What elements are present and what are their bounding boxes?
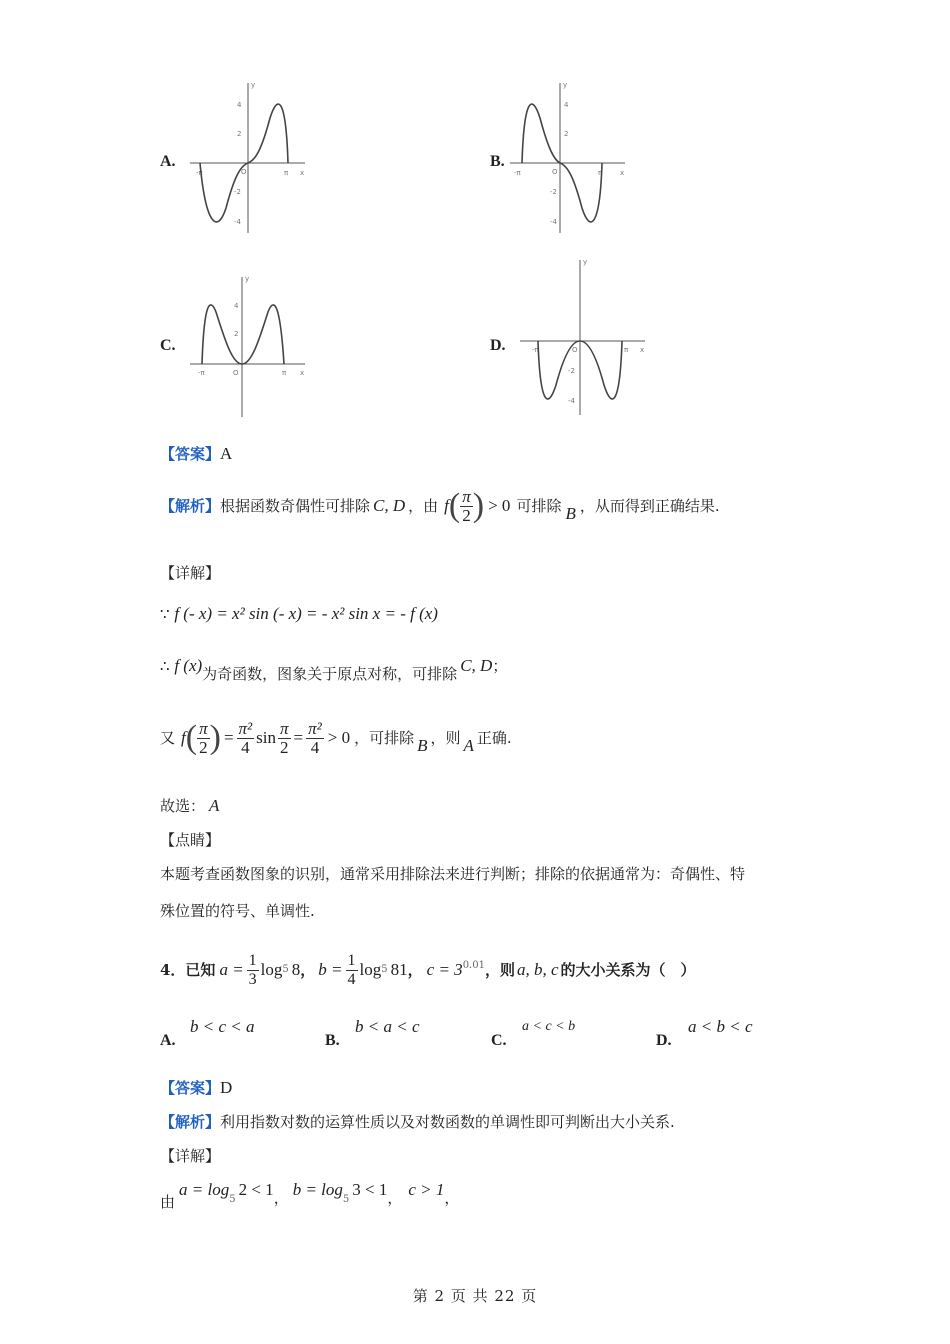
svg-text:O: O: [552, 168, 558, 176]
svg-text:-2: -2: [568, 367, 575, 375]
q3-detail-line1: ∵ f (- x) = x² sin (- x) = - x² sin x = - f (x): [160, 604, 438, 623]
q4-option-c-expr: a < c < b: [522, 1019, 576, 1034]
tick-2: 2: [237, 130, 242, 138]
svg-text:2: 2: [564, 130, 569, 138]
svg-text:-π: -π: [532, 346, 539, 354]
q3-comment-tag: 【点睛】: [160, 831, 221, 849]
svg-text:y: y: [245, 275, 250, 283]
q3-comment-2: 殊位置的符号、单调性.: [160, 902, 315, 920]
q3-detail-line3: 又 f ( $\frac{\pi}{2}$ ) = $\frac{\text{π²}}{4}$ sin $\frac{\pi}{2}$ = $\frac{\text{π²}}{4}$ > 0 ，可排除 B ，则 A 正确.: [160, 718, 512, 757]
svg-text:y: y: [583, 258, 588, 266]
svg-text:-4: -4: [550, 218, 557, 226]
svg-text:π: π: [598, 169, 603, 177]
option-b-label: B.: [490, 153, 505, 170]
answer-value: A: [220, 444, 233, 463]
q3-comment-1: 本题考查函数图象的识别，通常采用排除法来进行判断；排除的依据通常为：奇偶性、特: [160, 865, 746, 883]
q3-choose-line: 故选： A: [160, 796, 220, 815]
x-axis-label: x: [300, 169, 305, 177]
pi-label: π: [284, 169, 289, 177]
neg-pi-label: -π: [196, 169, 203, 177]
page-footer: 第 2 页 共 22 页: [412, 1287, 538, 1305]
svg-text:x: x: [620, 169, 625, 177]
svg-text:y: y: [563, 81, 568, 89]
origin-label: O: [241, 168, 247, 176]
svg-text:x: x: [300, 369, 305, 377]
q3-answer-line: [160, 444, 232, 464]
svg-text:O: O: [233, 369, 239, 377]
q4-detail-line: 由 a = log $_5$ 2 < 1 ， b = log $_5$ 3 < 1 ， c > 1 ，: [160, 1180, 460, 1211]
q4-option-b-label: B.: [325, 1032, 340, 1049]
curve: [202, 305, 284, 364]
q4-option-a-expr: b < c < a: [190, 1017, 255, 1036]
svg-text:4: 4: [234, 302, 239, 310]
option-d-label: D.: [490, 337, 506, 354]
svg-text:4: 4: [564, 101, 569, 109]
svg-text:-2: -2: [550, 188, 557, 196]
q4-stem: 4．已知 a = $\frac{1}{3}$ log 5 8 ， b = $\frac{1}{4}$ log 5 81 ， c = 3 $^{0.01}$ ，则 a, b, c 的大小关系为（ ）: [160, 951, 696, 988]
svg-text:-π: -π: [514, 169, 521, 177]
svg-text:O: O: [572, 346, 578, 354]
tick-4: 4: [237, 101, 242, 109]
answer-tag: 【答案】: [160, 445, 221, 463]
option-c-graph: [190, 272, 310, 422]
svg-text:2: 2: [234, 330, 239, 338]
option-a-label: A.: [160, 153, 176, 170]
q4-option-d-expr: a < b < c: [688, 1017, 753, 1036]
q4-option-c-label: C.: [491, 1032, 507, 1049]
svg-text:-4: -4: [568, 397, 575, 405]
option-d-graph: [520, 255, 650, 420]
svg-text:π: π: [624, 346, 629, 354]
tick-neg2: -2: [234, 188, 241, 196]
option-b-graph: [510, 78, 630, 238]
svg-text:π: π: [282, 369, 287, 377]
q4-option-a-label: A.: [160, 1032, 176, 1049]
option-c-label: C.: [160, 337, 176, 354]
option-a-graph: [190, 78, 310, 238]
q4-analysis-line: 【解析】利用指数对数的运算性质以及对数函数的单调性即可判断出大小关系.: [160, 1113, 675, 1131]
svg-text:-π: -π: [198, 369, 205, 377]
q3-detail-tag: 【详解】: [160, 564, 221, 582]
q4-answer-line: 【答案】D: [160, 1078, 233, 1097]
q4-option-d-label: D.: [656, 1032, 672, 1049]
q4-option-b-expr: b < a < c: [355, 1017, 420, 1036]
y-axis-label: y: [251, 81, 256, 89]
q3-analysis-line: 【解析】 根据函数奇偶性可排除 C, D ，由 f ( $\frac{\pi}{2}$ ) > 0 可排除 B ，从而得到正确结果.: [160, 486, 720, 525]
tick-neg4: -4: [234, 218, 241, 226]
q3-detail-line2: ∴ f (x)为奇函数，图象关于原点对称，可排除 C, D；: [160, 656, 508, 683]
q4-detail-tag: 【详解】: [160, 1147, 221, 1165]
svg-text:x: x: [640, 346, 645, 354]
